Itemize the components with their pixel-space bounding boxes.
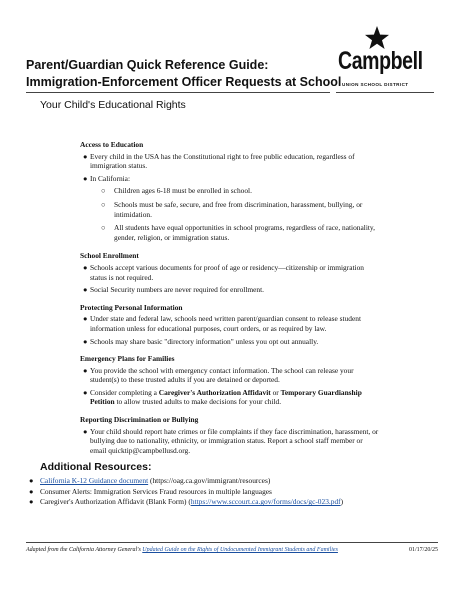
list-item: ● Consumer Alerts: Immigration Services Fraud resources in multiple languages bbox=[29, 486, 272, 496]
list-item: ● Schools may share basic "directory information" unless you opt out annually. bbox=[83, 336, 319, 346]
list-item: ○ Children ages 6-18 must be enrolled in school. bbox=[101, 186, 252, 196]
list-item: ● Social Security numbers are never required for enrollment. bbox=[83, 285, 265, 295]
list-item: ○ All students have equal opportunities in school programs, regardless of race, nationality, gender, religion, or immigration status. bbox=[101, 223, 375, 242]
list-item: ● In California: bbox=[83, 173, 131, 183]
emergency-title: Emergency Plans for Families bbox=[80, 354, 175, 364]
logo-wordmark: Campbell bbox=[338, 47, 423, 75]
access-title: Access to Education bbox=[80, 140, 144, 149]
logo-subtitle: UNION SCHOOL DISTRICT bbox=[342, 82, 409, 87]
rights-heading: Your Child's Educational Rights bbox=[40, 99, 186, 111]
list-item: ● Your child should report hate crimes or file complaints if they face discrimination, harassment, or bullying due to nationality, ethnicity, or immigration status. Report a school staff member or email quicktip@campbellusd.org. bbox=[83, 426, 379, 455]
footer: Adapted from the California Attorney General's Updated Guide on the Rights of Undocumented Immigrant Students and Families 01/17/20/25 bbox=[26, 547, 438, 553]
affidavit-form-link[interactable]: https://www.sccourt.ca.gov/forms/docs/gc-023.pdf bbox=[190, 497, 341, 507]
list-item: ○ Schools must be safe, secure, and free from discrimination, harassment, bullying, or intimidation. bbox=[101, 199, 363, 219]
title-line-2: Immigration-Enforcement Officer Requests at School bbox=[26, 75, 342, 89]
list-item: ● Under state and federal law, schools need written parent/guardian consent to release student information unless for educational purposes, court orders, or as required by law. bbox=[83, 314, 362, 333]
rights-content bbox=[80, 140, 380, 458]
guidance-link[interactable]: California K-12 Guidance document bbox=[40, 476, 149, 485]
list-item: ● Schools accept various documents for proof of age or residency—citizenship or immigration status is not required. bbox=[83, 262, 364, 282]
page-title bbox=[26, 57, 341, 91]
source-guide-link[interactable]: Updated Guide on the Rights of Undocumented Immigrant Students and Families bbox=[142, 547, 338, 553]
list-item: ● Every child in the USA has the Constitutional right to free public education, regardless of immigration status. bbox=[83, 151, 355, 171]
title-line-1: Parent/Guardian Quick Reference Guide: bbox=[26, 58, 269, 72]
list-item: ● California K-12 Guidance document (https://oag.ca.gov/immigrant/resources) bbox=[29, 476, 271, 485]
list-item: ● Consider completing a Caregiver's Authorization Affidavit or Temporary Guardianship Petition to allow trusted adults to make decisions for your child. bbox=[83, 387, 362, 407]
resources-list bbox=[26, 476, 426, 508]
reporting-title: Reporting Discrimination or Bullying bbox=[80, 415, 199, 425]
header-divider-right bbox=[336, 92, 434, 93]
list-item: ● Caregiver's Authorization Affidavit (Blank Form) (https://www.sccourt.ca.gov/forms/docs/gc-023.pdf) bbox=[29, 497, 344, 507]
privacy-title: Protecting Personal Information bbox=[80, 302, 183, 312]
footer-divider bbox=[26, 542, 438, 543]
resources-heading: Additional Resources: bbox=[40, 461, 152, 473]
list-item: ● You provide the school with emergency contact information. The school can release your student(s) to these trusted adults if you are detained or deported. bbox=[83, 365, 354, 385]
header-divider bbox=[26, 92, 330, 93]
footer-date: 01/17/20/25 bbox=[408, 547, 438, 553]
enrollment-title: School Enrollment bbox=[80, 251, 139, 261]
